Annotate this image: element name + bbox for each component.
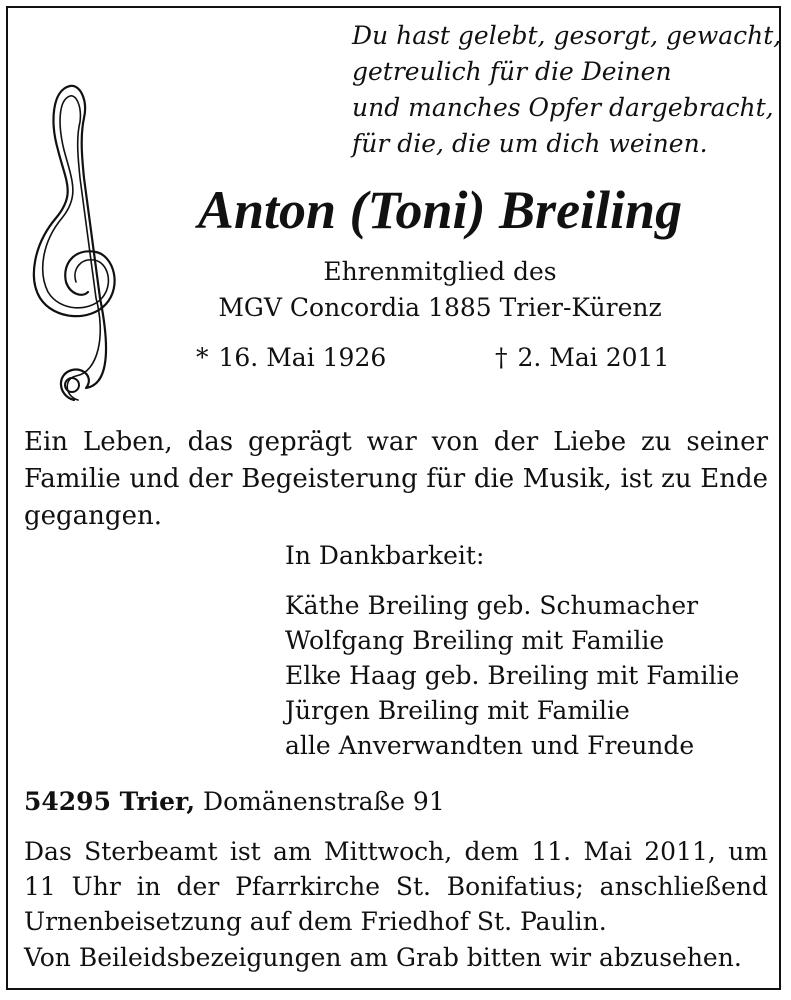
poem-line: Du hast gelebt, gesorgt, gewacht, [352,21,782,50]
honor-title [150,254,730,326]
birth-date [196,340,386,376]
thanks-label: In Dankbarkeit: [285,541,485,570]
address-street: Domänenstraße 91 [203,787,445,816]
address [24,784,445,820]
intro-paragraph: Ein Leben, das geprägt war von der Liebe zu seiner Familie und der Begeisterung für die Musik, ist zu Ende gegangen. [24,427,768,531]
death-date [495,340,669,376]
poem-line: für die, die um dich weinen. [352,129,708,158]
mourner-item: alle Anverwandten und Freunde [285,731,695,760]
honor-line: Ehrenmitglied des [323,257,557,286]
mourner-item: Elke Haag geb. Breiling mit Familie [285,661,740,690]
birth-date-text: 16. Mai 1926 [218,343,387,372]
poem [352,18,781,162]
mourner-item: Jürgen Breiling mit Familie [285,696,630,725]
deceased-name: Anton (Toni) Breiling [197,180,683,240]
honor-line: MGV Concordia 1885 Trier-Kürenz [218,293,662,322]
poem-line: getreulich für die Deinen [352,57,672,86]
death-date-text: 2. Mai 2011 [517,343,670,372]
death-cross-icon: † [495,343,508,372]
birth-star-icon: * [196,343,209,372]
mourner-item: Käthe Breiling geb. Schumacher [285,591,699,620]
address-city: 54295 Trier, [24,787,196,816]
condolence-note: Von Beileidsbezeigungen am Grab bitten wir abzusehen. [24,943,742,972]
service-paragraph: Das Sterbeamt ist am Mittwoch, dem 11. Mai 2011, um 11 Uhr in der Pfarrkirche St. Bonifatius; anschließend Urnenbeisetzung auf dem Friedhof St. Paulin. [24,837,768,936]
mourner-item: Wolfgang Breiling mit Familie [285,626,665,655]
poem-line: und manches Opfer dargebracht, [352,93,774,122]
mourners-list [285,588,739,763]
